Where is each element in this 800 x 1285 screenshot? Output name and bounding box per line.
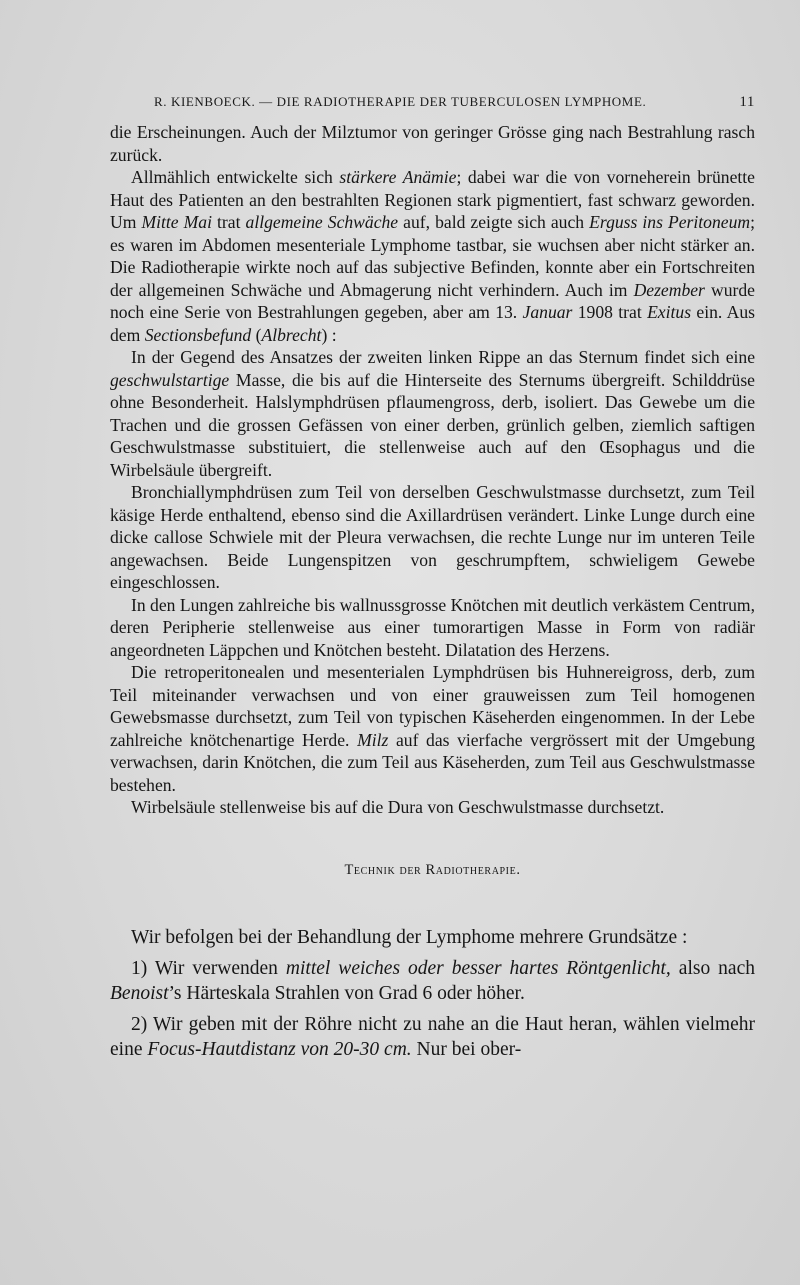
paragraph-10 — [110, 1012, 755, 1062]
emphasis: Exitus — [647, 302, 692, 322]
text-run: Nur bei ober- — [411, 1039, 522, 1060]
emphasis: Mitte Mai — [141, 212, 212, 232]
section-text — [110, 925, 755, 1062]
running-title: R. KIENBOECK. — DIE RADIOTHERAPIE DER TUBERCULOSEN LYMPHOME. — [154, 94, 647, 109]
emphasis: geschwulstartige — [110, 369, 230, 390]
text-run: ein. Aus dem — [110, 302, 756, 345]
text-run: ) : — [321, 324, 337, 345]
text-run: ; es waren im Abdomen mesenteriale Lymphome tastbar, sie wuchsen aber nicht stärker an. Die Radiotherapie wirkte noch auf das subjective Befinden, konnte aber ein Fortschreiten der allgemeinen Schwäche und Abmagerung nicht verhindern. Auch im — [110, 212, 755, 300]
emphasis: Dezember — [633, 279, 705, 300]
text-run: ; dabei war die von vorneherein brünette Haut des Patienten an den bestrahlten Regionen stark pigmentiert, fast schwarz geworden. Um — [110, 167, 755, 232]
text-run: wurde noch eine Serie von Bestrahlungen gegeben, aber am 13. — [110, 279, 755, 322]
emphasis: Sectionsbefund — [144, 324, 252, 345]
emphasis: mittel weiches oder besser hartes Röntgenlicht, — [285, 958, 671, 979]
text-run: 2) Wir geben mit der Röhre nicht zu nahe an die Haut heran, wählen vielmehr eine — [110, 1014, 755, 1060]
text-run: 1) Wir verwenden — [131, 958, 286, 979]
paragraph-9 — [110, 956, 755, 1006]
text-run: also nach — [670, 958, 755, 979]
emphasis: Focus-Hautdistanz von 20-30 cm. — [147, 1039, 412, 1060]
text-run: auf das vierfache vergrössert mit der Umgebung verwachsen, darin Knötchen, die zum Teil aus Käseherden, zum Teil aus Geschwulstmasse bestehen. — [110, 729, 755, 795]
emphasis: Milz — [357, 729, 389, 750]
paragraph-7: Wirbelsäule stellenweise bis auf die Dura von Geschwulstmasse durchsetzt. — [131, 797, 665, 817]
text-run: auf, bald zeigte sich auch — [398, 212, 590, 232]
page-number: 11 — [739, 94, 755, 110]
text-run: Allmählich entwickelte sich — [131, 167, 340, 187]
section-title: Technik der Radiotherapie. — [344, 861, 521, 878]
paragraph-8: Wir befolgen bei der Behandlung der Lymphome mehrere Grundsätze : — [131, 927, 688, 948]
text-run: ( — [251, 324, 262, 345]
emphasis: Erguss ins Peritoneum — [589, 212, 751, 232]
emphasis: Albrecht — [261, 324, 322, 345]
text-run: trat — [211, 212, 246, 232]
emphasis: Januar — [522, 302, 573, 322]
text-run: Die retroperitonealen und mesenterialen Lymphdrüsen bis Huhnereigross, derb, zum Teil miteinander verwachsen und von einer grauweissen zum Teil homogenen Gewebsmasse durchsetzt, zum Teil von typischen Käseherden eingenommen. In der Lebe zahlreiche knötchenartige Herde. — [110, 662, 755, 750]
paragraph-6 — [110, 661, 755, 796]
emphasis: stärkere Anämie — [339, 167, 457, 187]
emphasis: Benoist — [110, 983, 169, 1004]
paragraph-5: In den Lungen zahlreiche bis wallnussgrosse Knötchen mit deutlich verkästem Centrum, deren Peripherie stellenweise aus einer tumorartigen Masse in Form von radiär angeordneten Läppchen und Knötchen besteht. Dilatation des Herzens. — [110, 594, 755, 660]
emphasis: allgemeine Schwäche — [245, 212, 399, 232]
text-run: 1908 trat — [572, 302, 648, 322]
text-run: Masse, die bis auf die Hinterseite des Sternums übergreift. Schilddrüse ohne Besonderheit. Halslymphdrüsen pflaumengross, derb, isoliert. Das Gewebe um die Trachen und die grossen Gefässen von einer derben, grünlich gelben, ziemlich saftigen Geschwulstmasse substituiert, die stellenweise auch auf den Œsophagus und die Wirbelsäule übergreift. — [110, 369, 755, 480]
text-run: ’s Härteskala Strahlen von Grad 6 oder höher. — [168, 983, 525, 1004]
paragraph-3 — [110, 346, 755, 481]
text-run: In der Gegend des Ansatzes der zweiten linken Rippe an das Sternum findet sich eine — [131, 347, 755, 367]
main-text — [110, 121, 755, 1062]
paragraph-2 — [110, 166, 755, 346]
paragraph-1: die Erscheinungen. Auch der Milztumor von geringer Grösse ging nach Bestrahlung rasch zurück. — [110, 122, 755, 165]
paragraph-4: Bronchiallymphdrüsen zum Teil von derselben Geschwulstmasse durchsetzt, zum Teil käsige Herde enthaltend, ebenso sind die Axillardrüsen verändert. Linke Lunge durch eine dicke callose Schwiele mit der Pleura verwachsen, die rechte Lunge nur im unteren Teile angewachsen. Beide Lungenspitzen von geschrumpftem, schwieligem Gewebe eingeschlossen. — [110, 482, 755, 592]
